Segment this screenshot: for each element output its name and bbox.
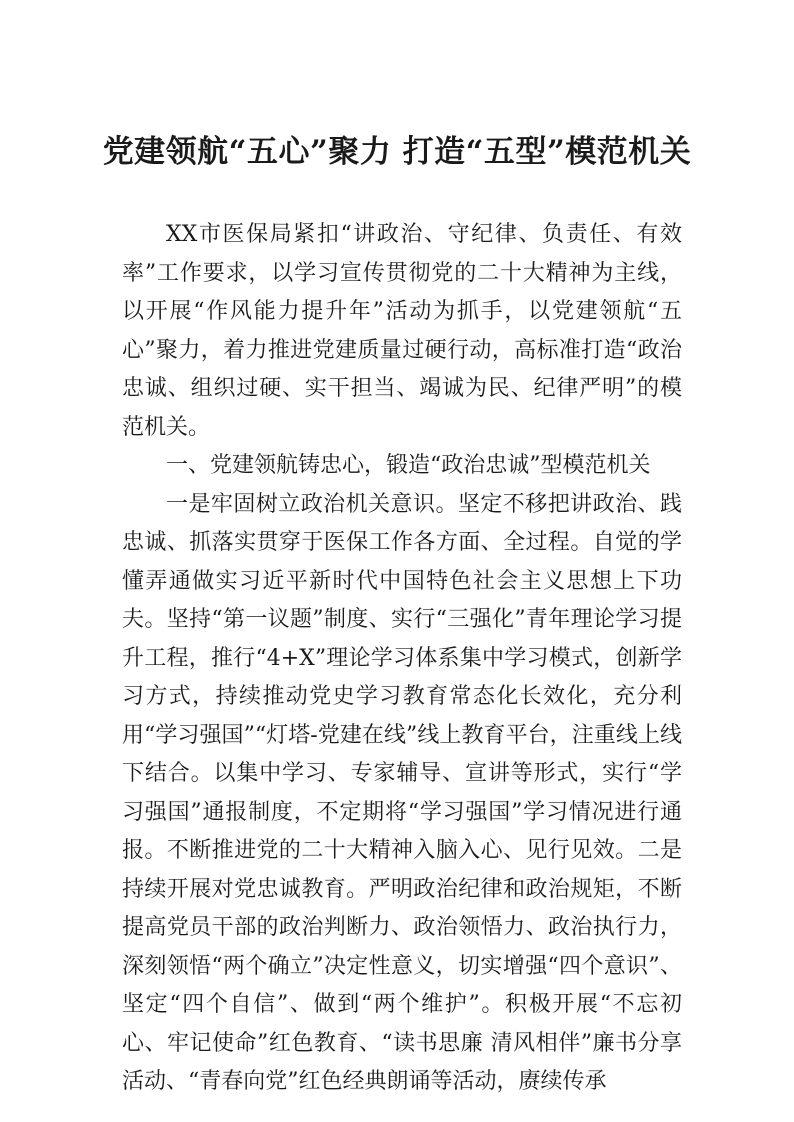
document-body: [122, 216, 682, 1102]
document-title: 党建领航“五心”聚力 打造“五型”模范机关: [102, 134, 692, 170]
intro-paragraph: XX市医保局紧扣“讲政治、守纪律、负责任、有效率”工作要求，以学习宣传贯彻党的二十大精神为主线，以开展“作风能力提升年”活动为抓手，以党建领航“五心”聚力，着力推进党建质量过硬行动，高标准打造“政治忠诚、组织过硬、实干担当、竭诚为民、纪律严明”的模范机关。: [122, 222, 682, 440]
section-heading: 一、党建领航铸忠心，锻造“政治忠诚”型模范机关: [166, 453, 651, 478]
section-paragraph: 一是牢固树立政治机关意识。坚定不移把讲政治、践忠诚、抓落实贯穿于医保工作各方面、全过程。自觉的学懂弄通做实习近平新时代中国特色社会主义思想上下功夫。坚持“第一议题”制度、实行“三强化”青年理论学习提升工程，推行“4+X”理论学习体系集中学习模式，创新学习方式，持续推动党史学习教育常态化长效化，充分利用“学习强国”“灯塔-党建在线”线上教育平台，注重线上线下结合。以集中学习、专家辅导、宣讲等形式，实行“学习强国”通报制度，不定期将“学习强国”学习情况进行通报。不断推进党的二十大精神入脑入心、见行见效。二是持续开展对党忠诚教育。严明政治纪律和政治规矩，不断提高党员干部的政治判断力、政治领悟力、政治执行力，深刻领悟“两个确立”决定性意义，切实增强“四个意识”、坚定“四个自信”、做到“两个维护”。积极开展“不忘初心、牢记使命”红色教育、“读书思廉 清风相伴”廉书分享活动、“青春向党”红色经典朗诵等活动，赓续传承: [122, 491, 682, 1094]
